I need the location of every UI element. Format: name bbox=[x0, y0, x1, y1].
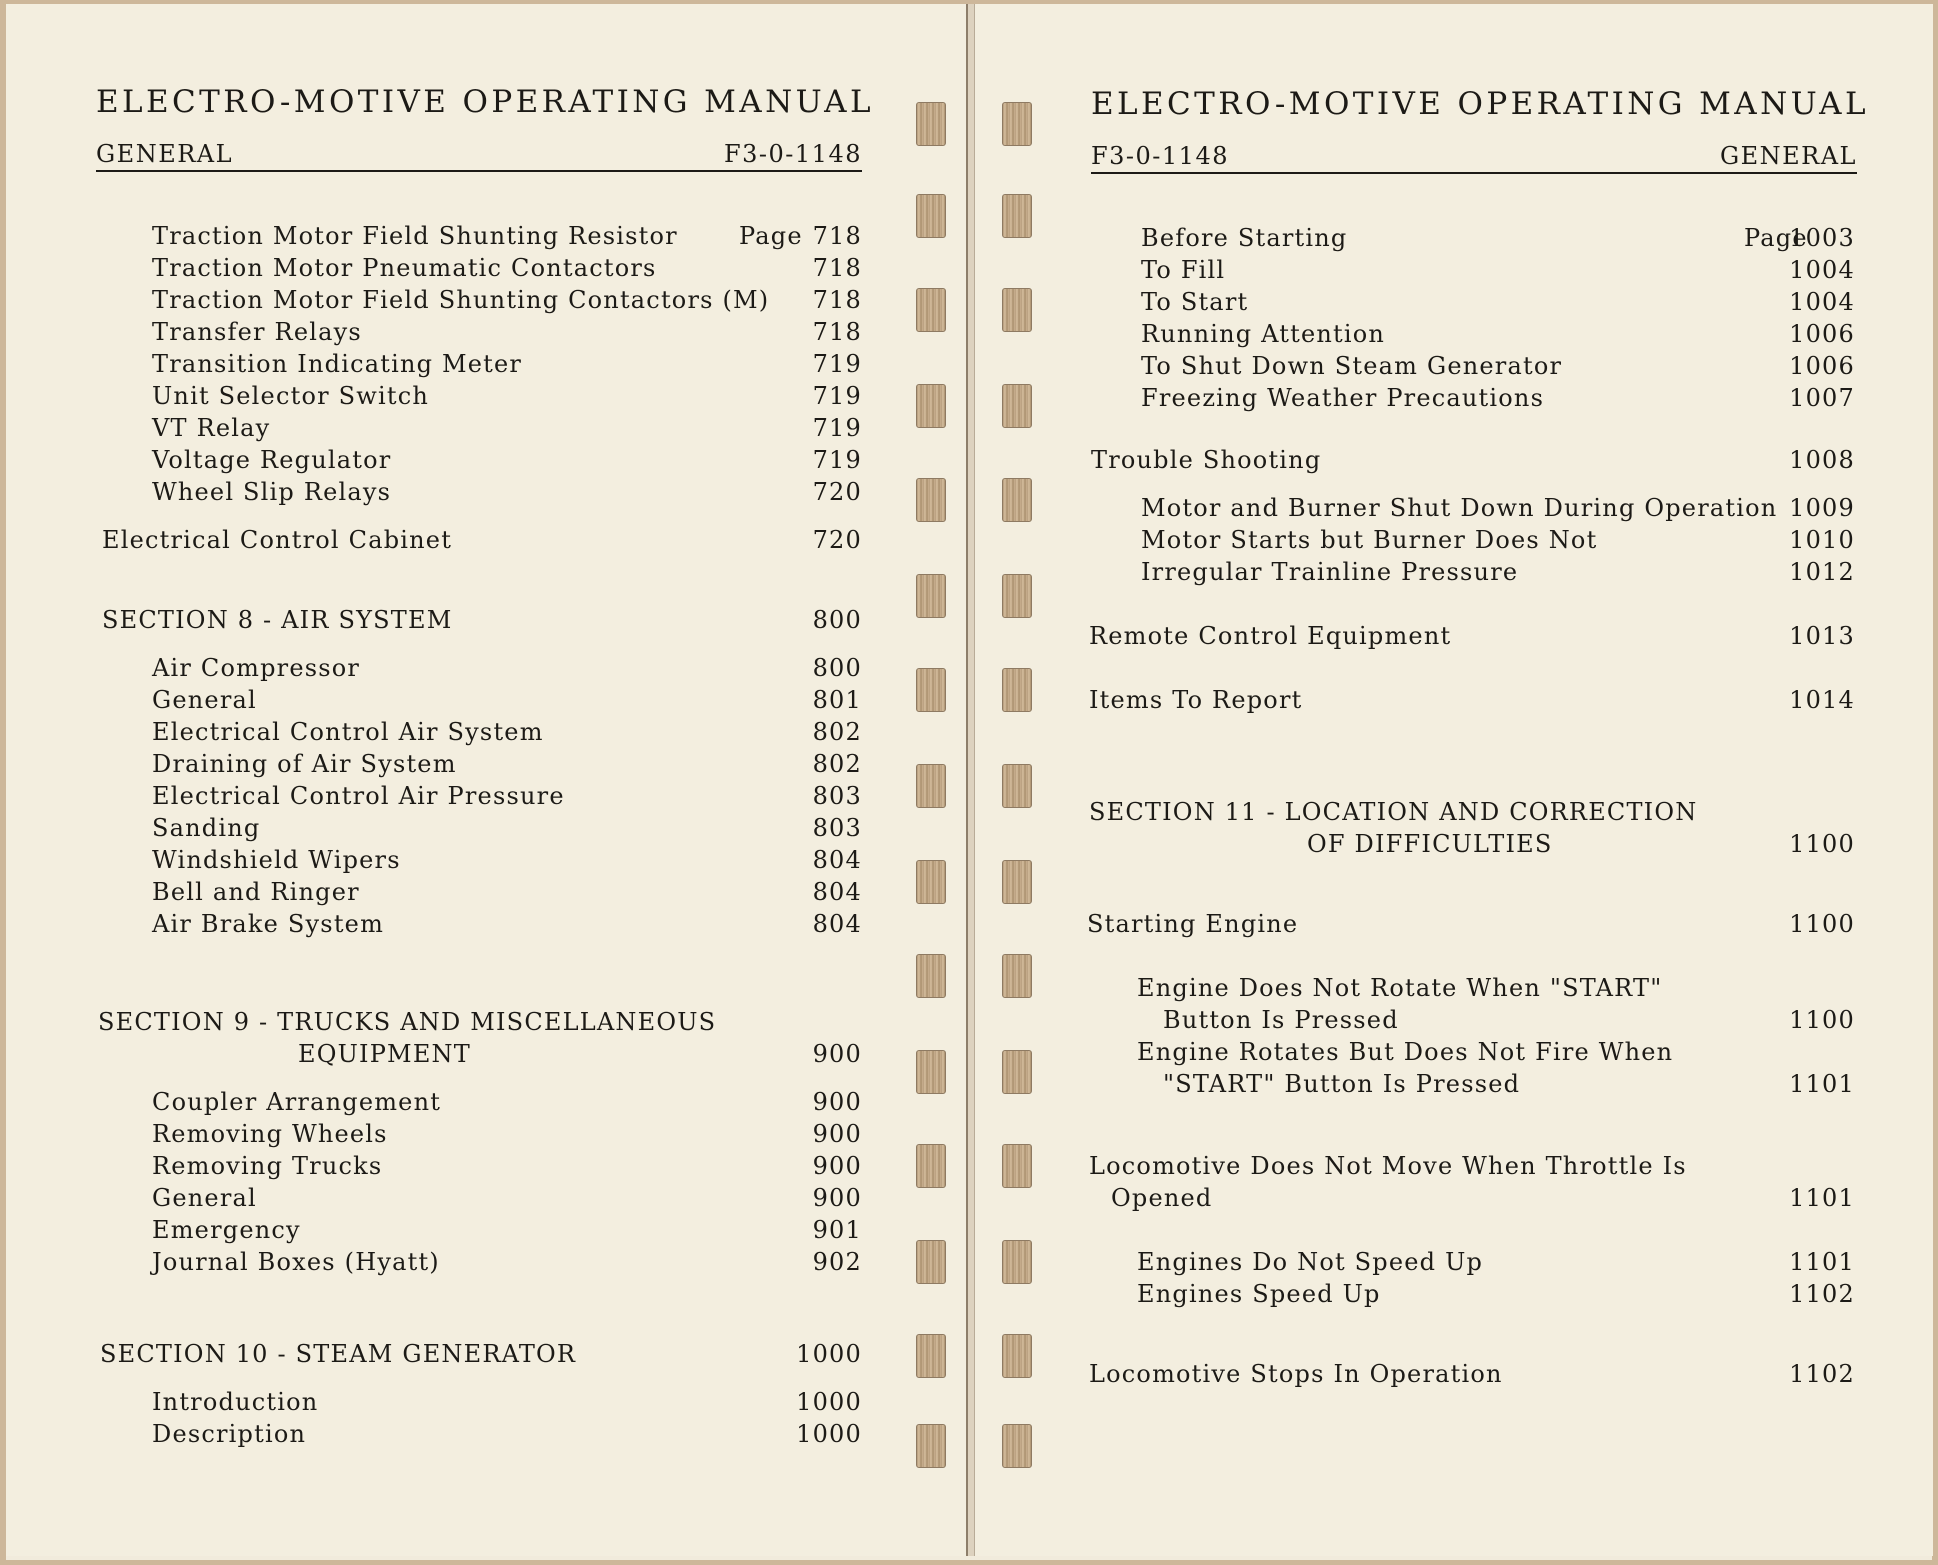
toc-entry-page-number: 719 bbox=[812, 382, 862, 410]
left-page-word: Page bbox=[739, 222, 803, 250]
toc-entry-title: Before Starting bbox=[1141, 224, 1348, 252]
binding-ring bbox=[1002, 1144, 1032, 1188]
binding-ring bbox=[1002, 478, 1032, 522]
book-spread bbox=[6, 4, 1932, 1560]
toc-entry-title: Engines Do Not Speed Up bbox=[1137, 1248, 1484, 1276]
toc-entry-title: Voltage Regulator bbox=[152, 446, 392, 474]
toc-entry-page-number: 900 bbox=[812, 1040, 862, 1068]
toc-entry-page-number: 1014 bbox=[1789, 686, 1855, 714]
left-page-header-title: ELECTRO-MOTIVE OPERATING MANUAL bbox=[96, 84, 874, 120]
right-subheader-section: GENERAL bbox=[1719, 142, 1857, 170]
toc-entry-page-number: 804 bbox=[812, 910, 862, 938]
toc-entry-page-number: 1013 bbox=[1789, 622, 1855, 650]
toc-entry-page-number: 900 bbox=[812, 1088, 862, 1116]
toc-entry-page-number: 1000 bbox=[796, 1388, 862, 1416]
left-subheader-section: GENERAL bbox=[96, 140, 234, 168]
toc-entry-page-number: 800 bbox=[812, 654, 862, 682]
toc-entry-title: Emergency bbox=[152, 1216, 301, 1244]
toc-entry-title: Motor Starts but Burner Does Not bbox=[1141, 526, 1598, 554]
toc-entry-page-number: 1100 bbox=[1789, 830, 1855, 858]
toc-entry-title: Journal Boxes (Hyatt) bbox=[152, 1248, 440, 1276]
binding-ring bbox=[916, 102, 946, 146]
toc-entry-title: "START" Button Is Pressed bbox=[1163, 1070, 1521, 1098]
toc-entry-page-number: 1000 bbox=[796, 1340, 862, 1368]
binding-ring bbox=[916, 288, 946, 332]
binding-ring bbox=[916, 764, 946, 808]
toc-entry-title: Transfer Relays bbox=[152, 318, 362, 346]
toc-entry-title: Draining of Air System bbox=[152, 750, 457, 778]
toc-entry-title: VT Relay bbox=[152, 414, 271, 442]
toc-entry-page-number: 719 bbox=[812, 414, 862, 442]
toc-entry-title: Items To Report bbox=[1089, 686, 1303, 714]
toc-entry-title: Engine Rotates But Does Not Fire When bbox=[1137, 1038, 1674, 1066]
binding-ring bbox=[916, 668, 946, 712]
toc-entry-title: Engines Speed Up bbox=[1137, 1280, 1381, 1308]
toc-entry-page-number: 902 bbox=[812, 1248, 862, 1276]
binding-ring bbox=[916, 1334, 946, 1378]
toc-entry-title: To Start bbox=[1141, 288, 1249, 316]
toc-entry-page-number: 1004 bbox=[1789, 288, 1855, 316]
toc-entry-title: Remote Control Equipment bbox=[1089, 622, 1452, 650]
toc-entry-title: Traction Motor Pneumatic Contactors bbox=[152, 254, 657, 282]
toc-entry-page-number: 1100 bbox=[1789, 1006, 1855, 1034]
left-subheader-code: F3-0-1148 bbox=[724, 140, 862, 168]
toc-entry-title: SECTION 8 - AIR SYSTEM bbox=[102, 606, 453, 634]
toc-entry-title: Coupler Arrangement bbox=[152, 1088, 442, 1116]
toc-entry-title: Running Attention bbox=[1141, 320, 1386, 348]
toc-entry-title: General bbox=[152, 1184, 257, 1212]
toc-entry-page-number: 1101 bbox=[1789, 1248, 1855, 1276]
right-page-header-title: ELECTRO-MOTIVE OPERATING MANUAL bbox=[1091, 86, 1869, 122]
toc-entry-title: Introduction bbox=[152, 1388, 319, 1416]
toc-entry-page-number: 1008 bbox=[1789, 446, 1855, 474]
binding-ring bbox=[916, 954, 946, 998]
toc-entry-page-number: 1007 bbox=[1789, 384, 1855, 412]
toc-entry-page-number: 1010 bbox=[1789, 526, 1855, 554]
binding-ring bbox=[1002, 102, 1032, 146]
binding-ring bbox=[916, 1424, 946, 1468]
toc-entry-title: Air Brake System bbox=[152, 910, 385, 938]
toc-entry-title: Bell and Ringer bbox=[152, 878, 360, 906]
toc-entry-page-number: 1012 bbox=[1789, 558, 1855, 586]
toc-entry-page-number: 718 bbox=[812, 286, 862, 314]
right-page-word: Page bbox=[1744, 224, 1808, 252]
binding-ring bbox=[1002, 1240, 1032, 1284]
toc-entry-page-number: 802 bbox=[812, 750, 862, 778]
toc-entry-title: SECTION 10 - STEAM GENERATOR bbox=[100, 1340, 577, 1368]
binding-ring bbox=[1002, 954, 1032, 998]
toc-entry-title: Unit Selector Switch bbox=[152, 382, 429, 410]
toc-entry-page-number: 1101 bbox=[1789, 1184, 1855, 1212]
binding-ring bbox=[1002, 194, 1032, 238]
toc-entry-title: Description bbox=[152, 1420, 307, 1448]
right-subheader-code: F3-0-1148 bbox=[1091, 142, 1229, 170]
toc-entry-title: Locomotive Stops In Operation bbox=[1089, 1360, 1503, 1388]
toc-entry-page-number: 901 bbox=[812, 1216, 862, 1244]
toc-entry-page-number: 1102 bbox=[1789, 1280, 1855, 1308]
binding-ring bbox=[1002, 764, 1032, 808]
toc-entry-page-number: 900 bbox=[812, 1184, 862, 1212]
toc-entry-title: Trouble Shooting bbox=[1091, 446, 1322, 474]
binding-ring bbox=[916, 194, 946, 238]
toc-entry-page-number: 720 bbox=[812, 526, 862, 554]
binding-ring bbox=[1002, 1334, 1032, 1378]
toc-entry-title: Starting Engine bbox=[1087, 910, 1299, 938]
left-page bbox=[6, 4, 968, 1556]
toc-entry-page-number: 719 bbox=[812, 350, 862, 378]
toc-entry-title: Locomotive Does Not Move When Throttle Is bbox=[1089, 1152, 1687, 1180]
toc-entry-title: Windshield Wipers bbox=[152, 846, 401, 874]
binding-ring bbox=[916, 478, 946, 522]
toc-entry-title: To Shut Down Steam Generator bbox=[1141, 352, 1563, 380]
toc-entry-page-number: 718 bbox=[812, 254, 862, 282]
toc-entry-page-number: 1006 bbox=[1789, 352, 1855, 380]
binding-ring bbox=[1002, 288, 1032, 332]
binding-ring bbox=[1002, 1424, 1032, 1468]
toc-entry-page-number: 801 bbox=[812, 686, 862, 714]
toc-entry-page-number: 804 bbox=[812, 846, 862, 874]
right-page-subheader bbox=[1091, 138, 1857, 174]
toc-entry-page-number: 718 bbox=[812, 222, 862, 250]
right-page bbox=[974, 4, 1933, 1556]
toc-entry-title: Electrical Control Air System bbox=[152, 718, 544, 746]
toc-entry-title: Traction Motor Field Shunting Resistor bbox=[152, 222, 678, 250]
binding-ring bbox=[916, 574, 946, 618]
toc-entry-title: Electrical Control Air Pressure bbox=[152, 782, 565, 810]
binding-ring bbox=[916, 860, 946, 904]
toc-entry-page-number: 803 bbox=[812, 782, 862, 810]
toc-entry-title: To Fill bbox=[1141, 256, 1226, 284]
left-page-subheader bbox=[96, 136, 862, 172]
toc-entry-title: Transition Indicating Meter bbox=[152, 350, 523, 378]
toc-entry-title: Electrical Control Cabinet bbox=[102, 526, 453, 554]
binding-ring bbox=[916, 1240, 946, 1284]
toc-entry-title: Opened bbox=[1111, 1184, 1213, 1212]
binding-ring bbox=[1002, 1050, 1032, 1094]
binding-ring bbox=[916, 384, 946, 428]
toc-entry-title: EQUIPMENT bbox=[298, 1040, 471, 1068]
toc-entry-title: SECTION 11 - LOCATION AND CORRECTION bbox=[1089, 798, 1698, 826]
toc-entry-page-number: 1000 bbox=[796, 1420, 862, 1448]
toc-entry-page-number: 803 bbox=[812, 814, 862, 842]
toc-entry-page-number: 718 bbox=[812, 318, 862, 346]
toc-entry-page-number: 804 bbox=[812, 878, 862, 906]
toc-entry-title: Motor and Burner Shut Down During Operation bbox=[1141, 494, 1778, 522]
toc-entry-page-number: 802 bbox=[812, 718, 862, 746]
toc-entry-title: Button Is Pressed bbox=[1163, 1006, 1399, 1034]
binding-ring bbox=[1002, 668, 1032, 712]
toc-entry-title: Traction Motor Field Shunting Contactors (M) bbox=[152, 286, 770, 314]
binding-ring bbox=[1002, 574, 1032, 618]
toc-entry-page-number: 900 bbox=[812, 1152, 862, 1180]
binding-ring bbox=[916, 1050, 946, 1094]
toc-entry-title: Air Compressor bbox=[152, 654, 361, 682]
toc-entry-title: General bbox=[152, 686, 257, 714]
toc-entry-page-number: 1004 bbox=[1789, 256, 1855, 284]
toc-entry-title: Sanding bbox=[152, 814, 261, 842]
binding-ring bbox=[1002, 860, 1032, 904]
toc-entry-page-number: 800 bbox=[812, 606, 862, 634]
toc-entry-title: Engine Does Not Rotate When "START" bbox=[1137, 974, 1663, 1002]
toc-entry-page-number: 1006 bbox=[1789, 320, 1855, 348]
toc-entry-title: Removing Wheels bbox=[152, 1120, 388, 1148]
binding-ring bbox=[1002, 384, 1032, 428]
toc-entry-title: Irregular Trainline Pressure bbox=[1141, 558, 1519, 586]
toc-entry-title: SECTION 9 - TRUCKS AND MISCELLANEOUS bbox=[98, 1008, 717, 1036]
toc-entry-page-number: 1102 bbox=[1789, 1360, 1855, 1388]
toc-entry-page-number: 1009 bbox=[1789, 494, 1855, 522]
toc-entry-page-number: 720 bbox=[812, 478, 862, 506]
binding-ring bbox=[916, 1144, 946, 1188]
toc-entry-page-number: 900 bbox=[812, 1120, 862, 1148]
toc-entry-page-number: 719 bbox=[812, 446, 862, 474]
toc-entry-title: Removing Trucks bbox=[152, 1152, 383, 1180]
toc-entry-page-number: 1003 bbox=[1789, 224, 1855, 252]
toc-entry-page-number: 1101 bbox=[1789, 1070, 1855, 1098]
toc-entry-title: Wheel Slip Relays bbox=[152, 478, 392, 506]
toc-entry-title: OF DIFFICULTIES bbox=[1307, 830, 1553, 858]
toc-entry-page-number: 1100 bbox=[1789, 910, 1855, 938]
toc-entry-title: Freezing Weather Precautions bbox=[1141, 384, 1545, 412]
